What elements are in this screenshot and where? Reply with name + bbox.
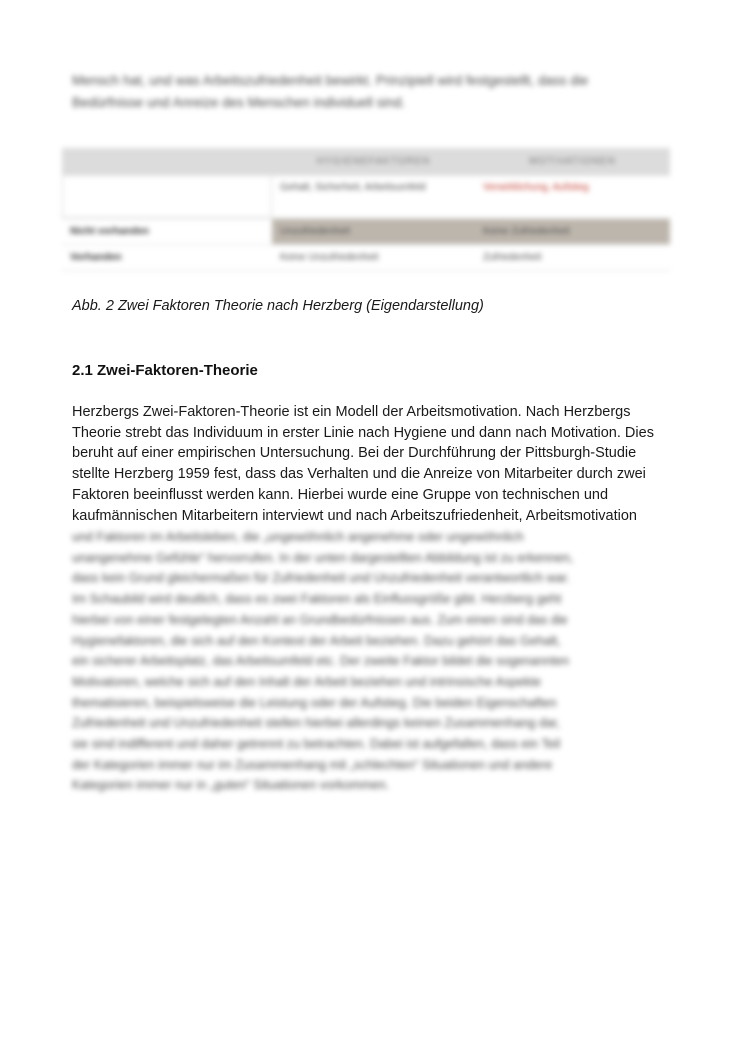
paragraph-line: Kategorien immer nur in „guten“ Situationen vorkommen. [72, 778, 390, 793]
table-row-label: Nicht vorhanden [70, 226, 149, 237]
section-heading: 2.1 Zwei-Faktoren-Theorie [72, 362, 258, 379]
blurred-paragraph [72, 527, 682, 796]
table-cell: Gehalt, Sicherheit, Arbeitsumfeld [280, 182, 426, 193]
table-cell: Keine Zufriedenheit [475, 219, 670, 244]
paragraph-line: der Kategorien immer nur im Zusammenhang mit „schlechten“ Situationen und andere [72, 757, 553, 772]
paragraph-line: beruht auf einer empirischen Untersuchung. Bei der Durchführung der Pittsburgh-Studie [72, 445, 637, 462]
table-cell [62, 176, 272, 218]
paragraph-line: unangenehme Gefühle“ hervorrufen. In der unten dargestellten Abbildung ist zu erkennen, [72, 550, 574, 565]
table-cell: Unzufriedenheit [272, 219, 475, 244]
paragraph-line: und Faktoren im Arbeitsleben, die „ungewöhnlich angenehme oder ungewöhnlich [72, 530, 524, 544]
paragraph-line: kaufmännischen Mitarbeitern interviewt und nach Arbeitszufriedenheit, Arbeitsmotivation [72, 507, 637, 524]
intro-paragraph [72, 70, 672, 114]
table-header-cell: MOTIVATIONEN [529, 156, 616, 167]
paragraph-line: Zufriedenheit und Unzufriedenheit stellen hierbei allerdings keinen Zusammenhang dar, [72, 716, 560, 731]
table-cell: Keine Unzufriedenheit [280, 252, 379, 263]
paragraph-line: Theorie strebt das Individuum in erster Linie nach Hygiene und dann nach Motivation. Dies [72, 424, 654, 441]
paragraph-line: hierbei von einer festgelegten Anzahl an Grundbedürfnissen aus. Zum einen sind das die [72, 612, 568, 627]
table-header-row [62, 148, 670, 176]
table-row [62, 245, 670, 271]
table-header-cell: HYGIENEFAKTOREN [316, 156, 431, 167]
table-cell: Verwirklichung, Aufstieg [483, 182, 589, 193]
paragraph-line: sie sind indifferent und daher getrennt zu betrachten. Dabei ist aufgefallen, dass ein Teil [72, 737, 561, 752]
table-row [62, 219, 670, 245]
paragraph-line: Motivatoren, welche sich auf den Inhalt der Arbeit beziehen und intrinsische Aspekte [72, 674, 542, 689]
paragraph-line: stellte Herzberg 1959 fest, dass das Verhalten und die Anreize von Mitarbeiter durch zwei [72, 466, 646, 483]
paragraph-line: thematisieren, beispielsweise die Leistung oder der Aufstieg. Die beiden Eigenschaften [72, 695, 557, 710]
intro-line: Mensch hat, und was Arbeitszufriedenheit bewirkt. Prinzipiell wird festgestellt, dass die [72, 73, 589, 88]
table-row [62, 176, 670, 219]
table-cell: Zufriedenheit [483, 252, 542, 263]
table-row-label: Vorhanden [70, 252, 122, 263]
paragraph-line: Herzbergs Zwei-Faktoren-Theorie ist ein Modell der Arbeitsmotivation. Nach Herzbergs [72, 404, 631, 420]
herzberg-table [62, 148, 670, 271]
paragraph-line: Faktoren beeinflusst werden kann. Hierbei wurde eine Gruppe von technischen und [72, 486, 609, 503]
intro-line: Bedürfnisse und Anreize des Menschen individuell sind. [72, 95, 406, 110]
paragraph-line: ein sicherer Arbeitsplatz, das Arbeitsumfeld etc. Der zweite Faktor bildet die sogenannten [72, 654, 570, 669]
figure-caption: Abb. 2 Zwei Faktoren Theorie nach Herzberg (Eigendarstellung) [72, 298, 484, 314]
table-header-cell [62, 148, 272, 175]
body-paragraph [72, 402, 682, 526]
paragraph-line: Hygienefaktoren, die sich auf den Kontext der Arbeit beziehen. Dazu gehört das Gehalt, [72, 633, 561, 648]
paragraph-line: Im Schaubild wird deutlich, dass es zwei Faktoren als Einflussgröße gibt. Herzberg geht [72, 592, 562, 607]
paragraph-line: dass kein Grund gleichermaßen für Zufriedenheit und Unzufriedenheit verantwortlich war. [72, 571, 570, 586]
